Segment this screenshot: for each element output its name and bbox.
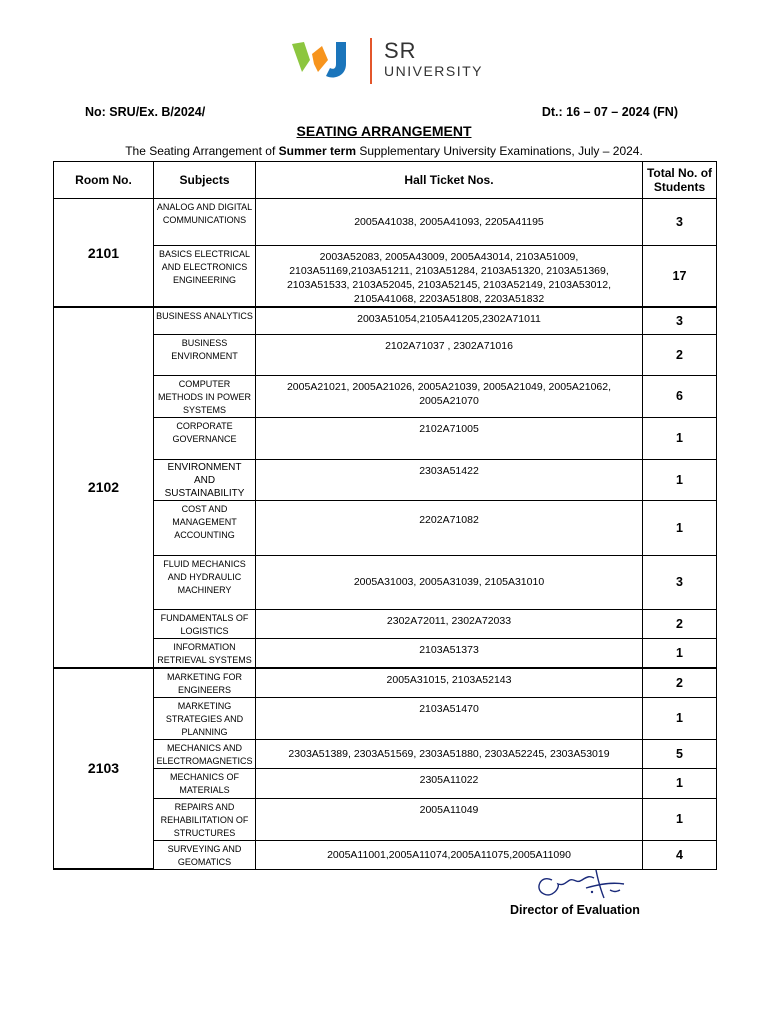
table-row — [54, 199, 717, 246]
subject-name: SURVEYING AND GEOMATICS — [154, 840, 256, 869]
table-header-row — [54, 162, 717, 199]
hall-ticket-numbers: 2303A51422 — [256, 459, 643, 500]
table-row — [54, 739, 717, 768]
col-header-subjects: Subjects — [154, 162, 256, 199]
subject-name: BASICS ELECTRICAL AND ELECTRONICS ENGINEERING — [154, 246, 256, 308]
student-count: 3 — [643, 555, 717, 609]
table-row — [54, 555, 717, 609]
student-count: 4 — [643, 840, 717, 869]
room-number: 2102 — [54, 307, 154, 668]
student-count: 1 — [643, 697, 717, 739]
hall-ticket-numbers: 2005A41038, 2005A41093, 2205A41195 — [256, 199, 643, 246]
signatory-title: Director of Evaluation — [510, 903, 640, 917]
subject-name: FLUID MECHANICS AND HYDRAULIC MACHINERY — [154, 555, 256, 609]
room-number: 2103 — [54, 668, 154, 870]
subject-name: COMPUTER METHODS IN POWER SYSTEMS — [154, 375, 256, 417]
student-count: 3 — [643, 199, 717, 246]
student-count: 2 — [643, 609, 717, 638]
hall-ticket-numbers: 2302A72011, 2302A72033 — [256, 609, 643, 638]
table-row — [54, 459, 717, 500]
student-count: 1 — [643, 798, 717, 840]
col-header-room: Room No. — [54, 162, 154, 199]
table-row — [54, 375, 717, 417]
subject-name: ANALOG AND DIGITAL COMMUNICATIONS — [154, 199, 256, 246]
page-title: SEATING ARRANGEMENT — [296, 123, 472, 139]
student-count: 1 — [643, 638, 717, 668]
table-row — [54, 697, 717, 739]
table-row — [54, 768, 717, 798]
subject-name: BUSINESS ENVIRONMENT — [154, 334, 256, 375]
table-row — [54, 307, 717, 334]
col-header-total: Total No. of Students — [643, 162, 717, 199]
subject-name: CORPORATE GOVERNANCE — [154, 417, 256, 459]
hall-ticket-numbers: 2005A31003, 2005A31039, 2105A31010 — [256, 555, 643, 609]
subject-name: INFORMATION RETRIEVAL SYSTEMS — [154, 638, 256, 668]
student-count: 1 — [643, 417, 717, 459]
document-date: Dt.: 16 – 07 – 2024 (FN) — [541, 105, 678, 119]
logo-mark-blue — [326, 42, 346, 78]
hall-ticket-numbers: 2103A51470 — [256, 697, 643, 739]
table-row — [54, 500, 717, 555]
table-row — [54, 668, 717, 698]
hall-ticket-numbers: 2005A11001,2005A11074,2005A11075,2005A11090 — [256, 840, 643, 869]
student-count: 1 — [643, 768, 717, 798]
hall-ticket-numbers: 2102A71037 , 2302A71016 — [256, 334, 643, 375]
table-row — [54, 246, 717, 308]
subject-name: FUNDAMENTALS OF LOGISTICS — [154, 609, 256, 638]
subject-name: REPAIRS AND REHABILITATION OF STRUCTURES — [154, 798, 256, 840]
logo-mark-green — [292, 42, 310, 72]
signature — [530, 862, 630, 906]
student-count: 1 — [643, 459, 717, 500]
table-row — [54, 609, 717, 638]
reference-number: No: SRU/Ex. B/2024/ — [85, 105, 206, 119]
hall-ticket-numbers: 2102A71005 — [256, 417, 643, 459]
logo-subname: UNIVERSITY — [384, 63, 484, 79]
col-header-tickets: Hall Ticket Nos. — [256, 162, 643, 199]
subject-name: BUSINESS ANALYTICS — [154, 307, 256, 334]
hall-ticket-numbers: 2003A52083, 2005A43009, 2005A43014, 2103A51009, 2103A51169,2103A51211, 2103A51284, 2103A51320, 2103A51369, 2103A51533, 2103A52045, 2103A52145, 2103A52149, 2103A53012, 2105A41068, 2203A51808, 2203A51832 — [256, 246, 643, 308]
student-count: 17 — [643, 246, 717, 308]
hall-ticket-numbers: 2005A21021, 2005A21026, 2005A21039, 2005A21049, 2005A21062, 2005A21070 — [256, 375, 643, 417]
student-count: 2 — [643, 668, 717, 698]
subject-name: MECHANICS AND ELECTROMAGNETICS — [154, 739, 256, 768]
logo-divider — [370, 38, 372, 84]
table-row — [54, 334, 717, 375]
seating-table — [53, 161, 717, 870]
table-row — [54, 638, 717, 668]
hall-ticket-numbers: 2202A71082 — [256, 500, 643, 555]
subject-name: ENVIRONMENT AND SUSTAINABILITY — [154, 459, 256, 500]
student-count: 1 — [643, 500, 717, 555]
hall-ticket-numbers: 2305A11022 — [256, 768, 643, 798]
logo-mark-orange — [312, 46, 328, 72]
subject-name: MARKETING FOR ENGINEERS — [154, 668, 256, 698]
student-count: 5 — [643, 739, 717, 768]
student-count: 2 — [643, 334, 717, 375]
subject-name: COST AND MANAGEMENT ACCOUNTING — [154, 500, 256, 555]
table-row — [54, 417, 717, 459]
subject-name: MECHANICS OF MATERIALS — [154, 768, 256, 798]
page-subtitle: The Seating Arrangement of Summer term Supplementary University Examinations, July – 2024. — [125, 144, 643, 158]
table-row — [54, 798, 717, 840]
hall-ticket-numbers: 2005A11049 — [256, 798, 643, 840]
hall-ticket-numbers: 2303A51389, 2303A51569, 2303A51880, 2303A52245, 2303A53019 — [256, 739, 643, 768]
subject-name: MARKETING STRATEGIES AND PLANNING — [154, 697, 256, 739]
student-count: 6 — [643, 375, 717, 417]
hall-ticket-numbers: 2003A51054,2105A41205,2302A71011 — [256, 307, 643, 334]
hall-ticket-numbers: 2103A51373 — [256, 638, 643, 668]
student-count: 3 — [643, 307, 717, 334]
room-number: 2101 — [54, 199, 154, 308]
hall-ticket-numbers: 2005A31015, 2103A52143 — [256, 668, 643, 698]
logo-name: SR — [384, 38, 417, 63]
